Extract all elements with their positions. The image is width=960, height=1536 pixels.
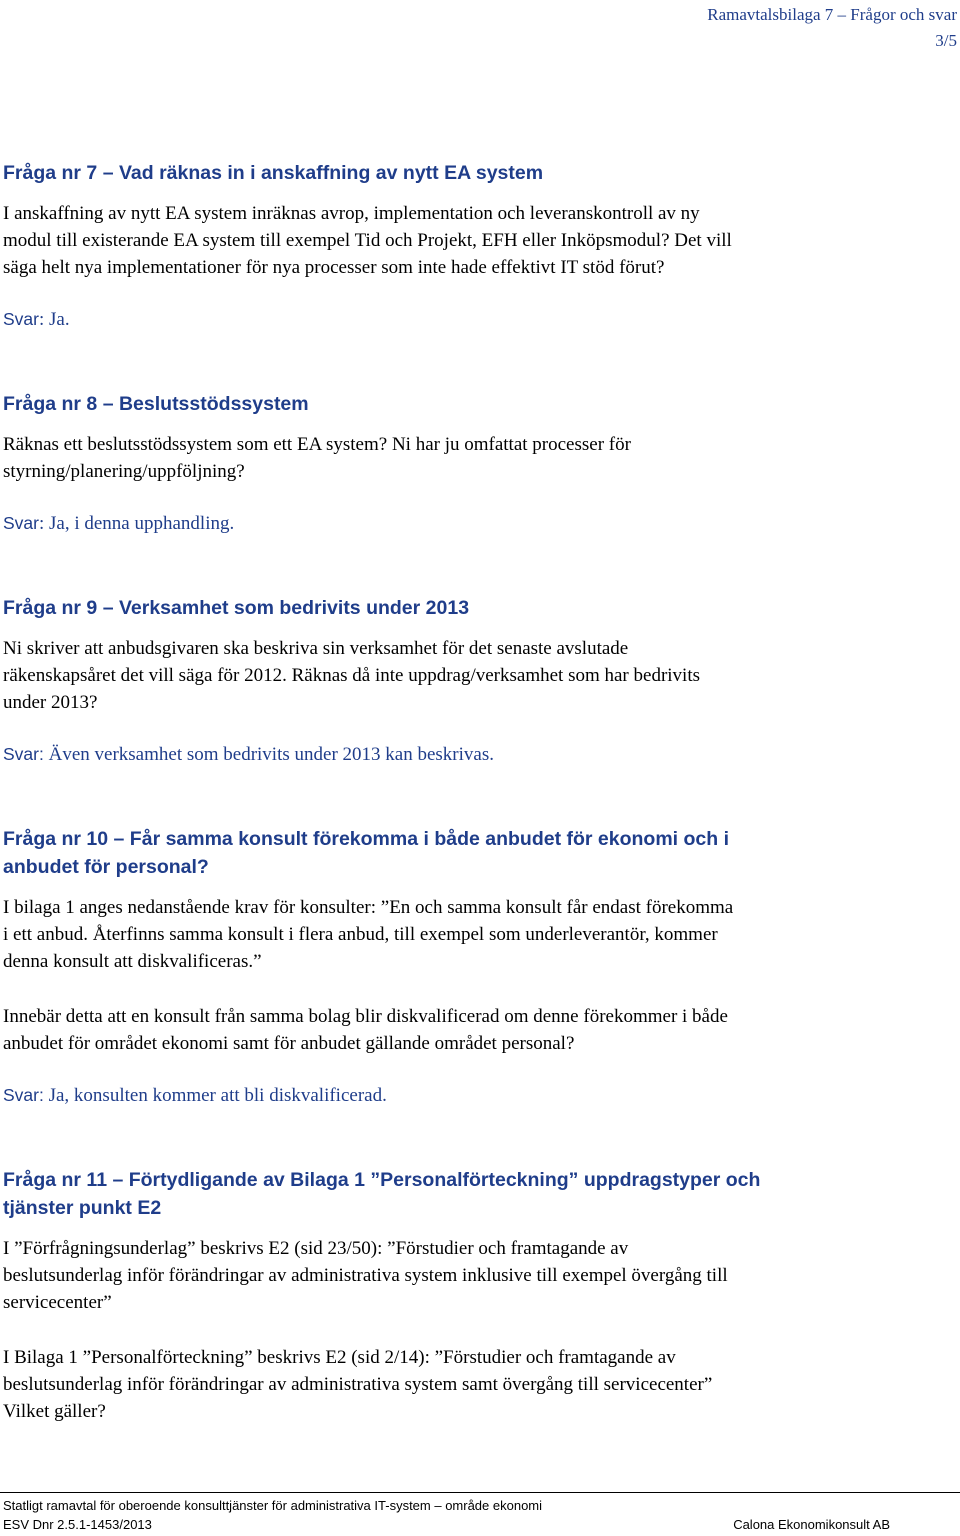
footer-agreement: Statligt ramavtal för oberoende konsulttjänster för administrativa IT-system – område ekonomi xyxy=(3,1498,543,1513)
footer-dnr: ESV Dnr 2.5.1-1453/2013 xyxy=(3,1517,152,1532)
answer-text: : Ja. xyxy=(38,309,70,330)
answer-label: Svar xyxy=(3,513,39,533)
question-9-line-1: Ni skriver att anbudsgivaren ska beskriva sin verksamhet för det senaste avslutade xyxy=(3,638,629,659)
question-7-line-3: säga helt nya implementationer för nya processer som inte hade effektivt IT stöd förut? xyxy=(3,257,665,278)
question-11-heading-line-1: Fråga nr 11 – Förtydligande av Bilaga 1 ”Personalförteckning” uppdragstyper och xyxy=(3,1169,761,1191)
question-8-line-1: Räknas ett beslutsstödssystem som ett EA system? Ni har ju omfattat processer för xyxy=(3,434,631,455)
question-9-heading: Fråga nr 9 – Verksamhet som bedrivits under 2013 xyxy=(3,597,470,619)
question-11-line-3: servicecenter” xyxy=(3,1292,112,1313)
question-10-heading-line-2: anbudet för personal? xyxy=(3,856,209,878)
question-9-line-2: räkenskapsåret det vill säga för 2012. Räknas då inte uppdrag/verksamhet som har bedrivits xyxy=(3,665,700,686)
answer-label: Svar: xyxy=(3,744,44,764)
question-11-line-1: I ”Förfrågningsunderlag” beskrivs E2 (sid 23/50): ”Förstudier och framtagande av xyxy=(3,1238,629,1259)
question-7-answer xyxy=(3,309,70,331)
question-9-line-3: under 2013? xyxy=(3,692,98,713)
answer-label: Svar: xyxy=(3,1085,44,1105)
answer-label: Svar xyxy=(3,309,39,329)
question-10-answer xyxy=(3,1085,387,1107)
footer-divider xyxy=(0,1492,960,1493)
question-10-paragraph-2-line-2: anbudet för området ekonomi samt för anbudet gällande området personal? xyxy=(3,1033,575,1054)
question-9-answer xyxy=(3,744,494,766)
question-11-paragraph-2-line-3: Vilket gäller? xyxy=(3,1401,106,1422)
question-8-line-2: styrning/planering/uppföljning? xyxy=(3,461,245,482)
question-10-paragraph-2-line-1: Innebär detta att en konsult från samma bolag blir diskvalificerad om denne förekommer i både xyxy=(3,1006,728,1027)
question-11-line-2: beslutsunderlag inför förändringar av administrativa system inklusive till exempel övergång till xyxy=(3,1265,728,1286)
question-8-answer xyxy=(3,513,234,535)
question-8-heading: Fråga nr 8 – Beslutsstödssystem xyxy=(3,393,309,415)
question-7-heading: Fråga nr 7 – Vad räknas in i anskaffning av nytt EA system xyxy=(3,162,544,184)
question-11-heading-line-2: tjänster punkt E2 xyxy=(3,1197,162,1219)
question-10-line-3: denna konsult att diskvalificeras.” xyxy=(3,951,262,972)
question-10-line-2: i ett anbud. Återfinns samma konsult i flera anbud, till exempel som underleverantör, kommer xyxy=(3,924,718,945)
question-10-line-1: I bilaga 1 anges nedanstående krav för konsulter: ”En och samma konsult får endast förekomma xyxy=(3,897,734,918)
page-header xyxy=(707,2,957,54)
question-11-paragraph-2-line-1: I Bilaga 1 ”Personalförteckning” beskrivs E2 (sid 2/14): ”Förstudier och framtagande av xyxy=(3,1347,676,1368)
page-number: 3/5 xyxy=(935,31,957,50)
question-7-line-2: modul till existerande EA system till exempel Tid och Projekt, EFH eller Inköpsmodul? Det vill xyxy=(3,230,732,251)
answer-text: Ja, konsulten kommer att bli diskvalificerad. xyxy=(43,1085,387,1106)
question-7-line-1: I anskaffning av nytt EA system inräknas avrop, implementation och leveranskontroll av ny xyxy=(3,203,700,224)
question-10-heading-line-1: Fråga nr 10 – Får samma konsult förekomma i både anbudet för ekonomi och i xyxy=(3,828,730,850)
answer-text: Även verksamhet som bedrivits under 2013 kan beskrivas. xyxy=(43,744,494,765)
footer-company: Calona Ekonomikonsult AB xyxy=(733,1517,890,1532)
question-11-paragraph-2-line-2: beslutsunderlag inför förändringar av administrativa system samt övergång till servicecenter” xyxy=(3,1374,713,1395)
answer-text: : Ja, i denna upphandling. xyxy=(38,513,235,534)
header-title: Ramavtalsbilaga 7 – Frågor och svar xyxy=(707,5,957,24)
